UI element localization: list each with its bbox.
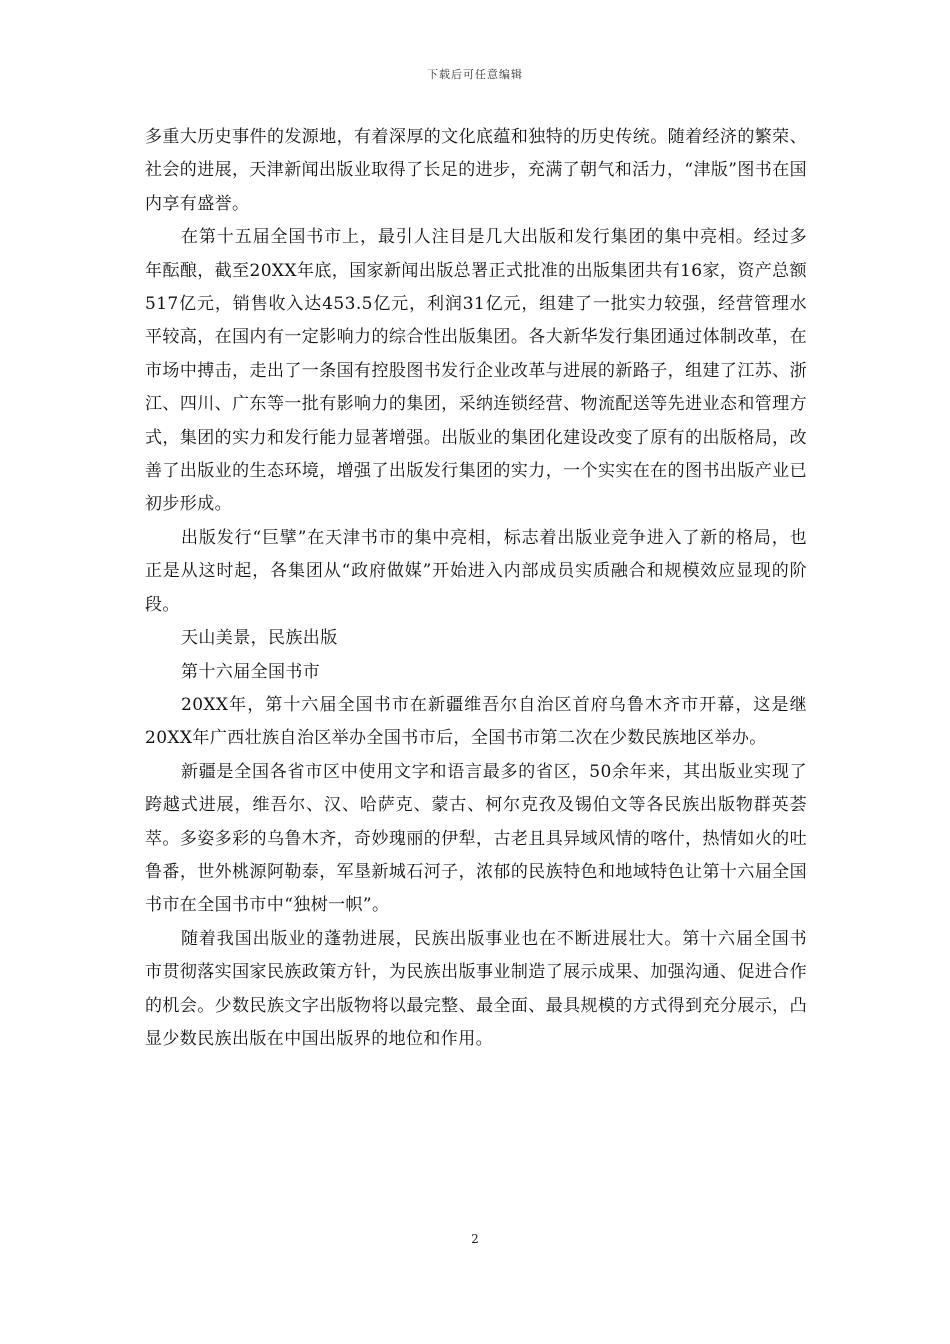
- paragraph-publishing-groups: 在第十五届全国书市上，最引人注目是几大出版和发行集团的集中亮相。经过多年酝酿，截至20XX年底，国家新闻出版总署正式批准的出版集团共有16家，资产总额517亿元，销售收入达453.5亿元，利润31亿元，组建了一批实力较强，经营管理水平较高，在国内有一定影响力的综合性出版集团。各大新华发行集团通过体制改革，在市场中搏击，走出了一条国有控股图书发行企业改革与进展的新路子，组建了江苏、浙江、四川、广东等一批有影响力的集团，采纳连锁经营、物流配送等先进业态和管理方式，集团的实力和发行能力显著增强。出版业的集团化建设改变了原有的出版格局，改善了出版业的生态环境，增强了出版发行集团的实力，一个实实在在的图书出版产业已初步形成。: [145, 227, 807, 515]
- paragraph-continued: 多重大历史事件的发源地，有着深厚的文化底蕴和独特的历史传统。随着经济的繁荣、社会的进展，天津新闻出版业取得了长足的进步，充满了朝气和活力，“津版”图书在国内享有盛誉。: [145, 127, 807, 214]
- page-header: 下载后可任意编辑: [427, 68, 523, 81]
- paragraph-ethnic-publishing: 随着我国出版业的蓬勃进展，民族出版事业也在不断进展壮大。第十六届全国书市贯彻落实国家民族政策方针，为民族出版事业制造了展示成果、加强沟通、促进合作的机会。少数民族文字出版物将以最完整、最全面、最具规模的方式得到充分展示，凸显少数民族出版在中国出版界的地位和作用。: [145, 928, 807, 1049]
- paragraph-giants: 出版发行“巨擘”在天津书市的集中亮相，标志着出版业竞争进入了新的格局，也正是从这时起，各集团从“政府做媒”开始进入内部成员实质融合和规模效应显现的阶段。: [145, 527, 807, 615]
- section-heading-sixteenth-book-fair: 第十六届全国书市: [181, 661, 321, 682]
- page-number: 2: [471, 1232, 479, 1246]
- paragraph-urumqi-opening: 20XX年，第十六届全国书市在新疆维吾尔自治区首府乌鲁木齐市开幕，这是继20XX年广西壮族自治区举办全国书市后，全国书市第二次在少数民族地区举办。: [145, 694, 807, 749]
- section-heading-tianshan: 天山美景，民族出版: [181, 628, 338, 649]
- paragraph-xinjiang: 新疆是全国各省市区中使用文字和语言最多的省区，50余年来，其出版业实现了跨越式进展，维吾尔、汉、哈萨克、蒙古、柯尔克孜及锡伯文等各民族出版物群英荟萃。多姿多彩的乌鲁木齐，奇妙瑰丽的伊犁，古老且具异域风情的喀什，热情如火的吐鲁番，世外桃源阿勒泰，军垦新城石河子，浓郁的民族特色和地域特色让第十六届全国书市在全国书市中“独树一帜”。: [145, 761, 807, 916]
- document-body: [145, 121, 807, 1056]
